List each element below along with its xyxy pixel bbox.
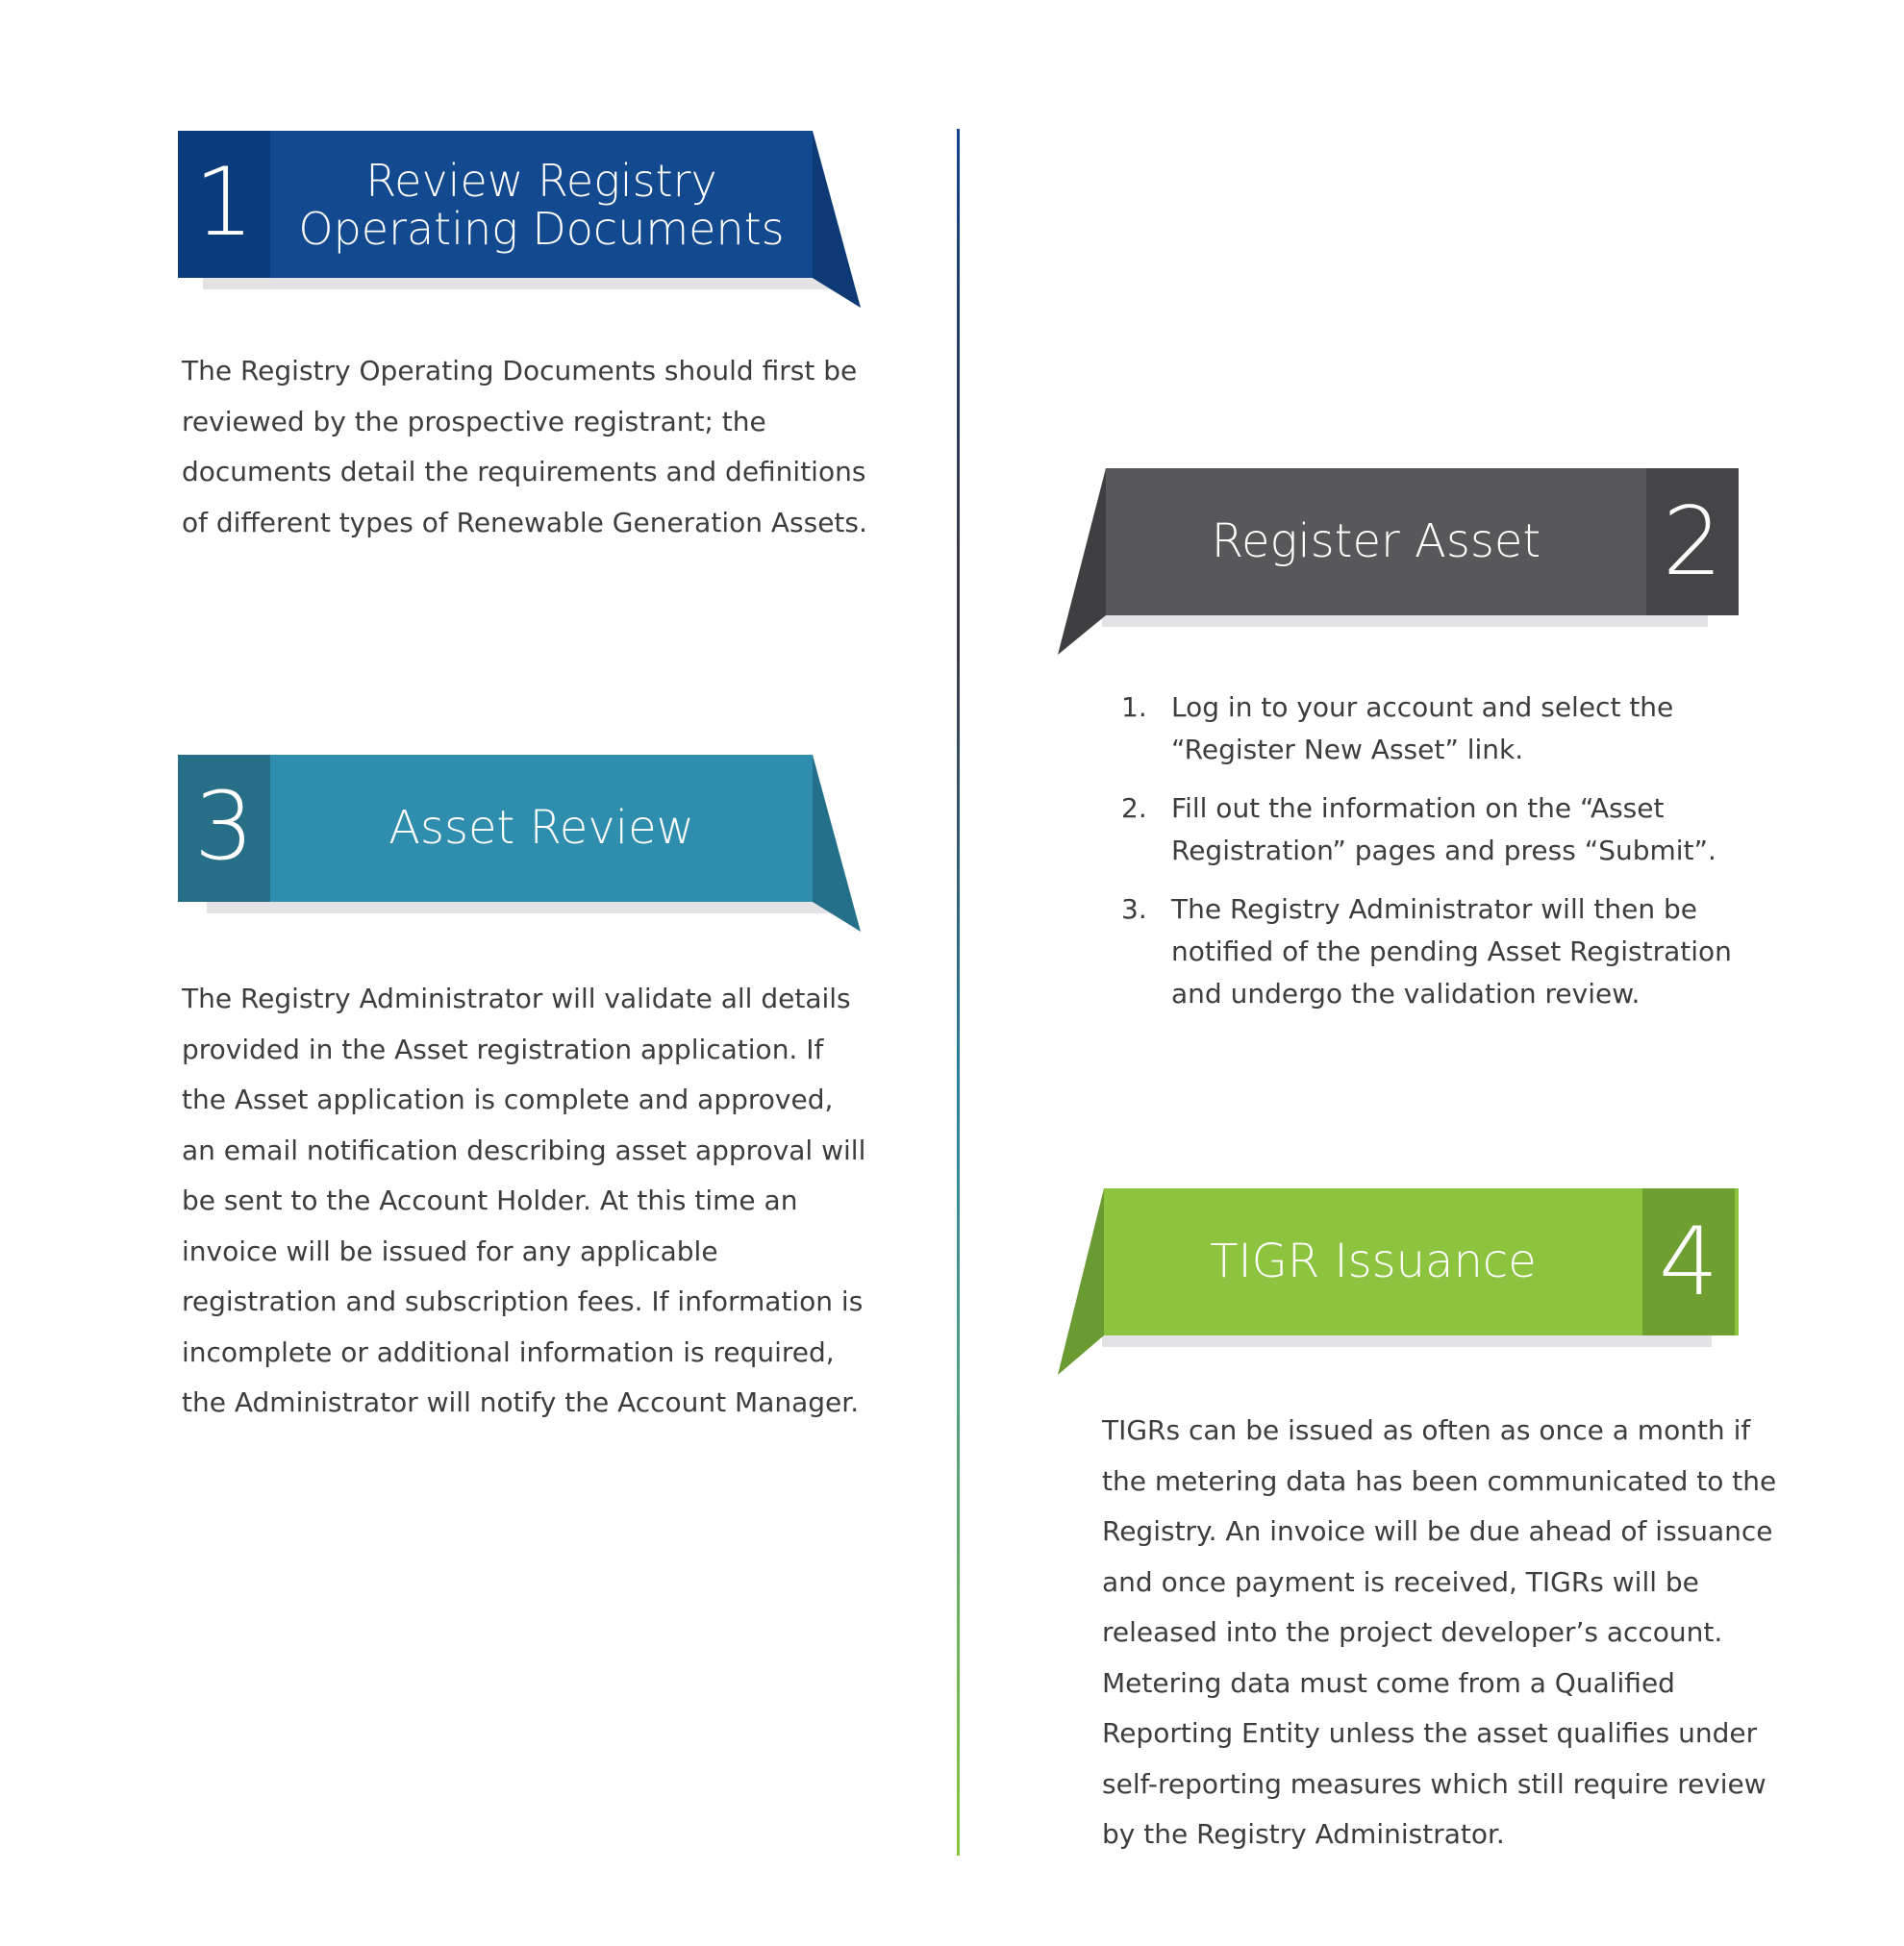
list-item: [1121, 888, 1775, 1015]
step-3-description: The Registry Administrator will validate all details provided in the Asset registration application. If the Asset application is complete and approved, an email notification describing asset approval will be sent to the Account Holder. At this time an invoice will be issued for any applicable registration and subscription fees. If information is incomplete or additional information is required, the Administrator will notify the Account Manager.: [182, 983, 866, 1418]
step-1-number: 1: [193, 148, 255, 258]
step-3-banner: [178, 755, 861, 932]
step-2-instructions-list: [1121, 686, 1775, 1032]
step-1-title-line-1: Review Registry: [365, 154, 717, 207]
list-item-text: The Registry Administrator will then be notified of the pending Asset Registration and undergo the validation review.: [1171, 893, 1732, 1010]
list-item-number: 3.: [1121, 893, 1147, 925]
list-item-text: Fill out the information on the “Asset Registration” pages and press “Submit”.: [1171, 792, 1716, 866]
list-item: [1121, 787, 1775, 872]
step-4-title: TIGR Issuance: [1210, 1234, 1537, 1288]
step-2-title: Register Asset: [1211, 513, 1541, 568]
list-item-number: 2.: [1121, 792, 1147, 824]
step-1-banner: [178, 131, 861, 308]
center-divider: [957, 129, 960, 1856]
step-2-banner: [1058, 468, 1739, 655]
step-4-number: 4: [1658, 1208, 1719, 1317]
step-3-number: 3: [193, 772, 255, 882]
list-item: [1121, 686, 1775, 771]
step-3-title: Asset Review: [388, 800, 694, 855]
step-1-title-line-2: Operating Documents: [298, 202, 785, 255]
step-1-title: [270, 131, 813, 278]
list-item-text: Log in to your account and select the “Register New Asset” link.: [1171, 691, 1674, 765]
list-item-number: 1.: [1121, 691, 1147, 723]
step-4-banner: [1058, 1188, 1739, 1375]
step-4-description: TIGRs can be issued as often as once a month if the metering data has been communicated to the Registry. An invoice will be due ahead of issuance and once payment is received, TIGRs will be released into the project developer’s account. Metering data must come from a Qualified Reporting Entity unless the asset qualifies under self-reporting measures which still require review by the Registry Administrator.: [1102, 1414, 1777, 1850]
step-1-description: The Registry Operating Documents should first be reviewed by the prospective registrant; the documents detail the requirements and definitions of different types of Renewable Generation Assets.: [182, 355, 867, 538]
step-2-number: 2: [1662, 487, 1723, 597]
